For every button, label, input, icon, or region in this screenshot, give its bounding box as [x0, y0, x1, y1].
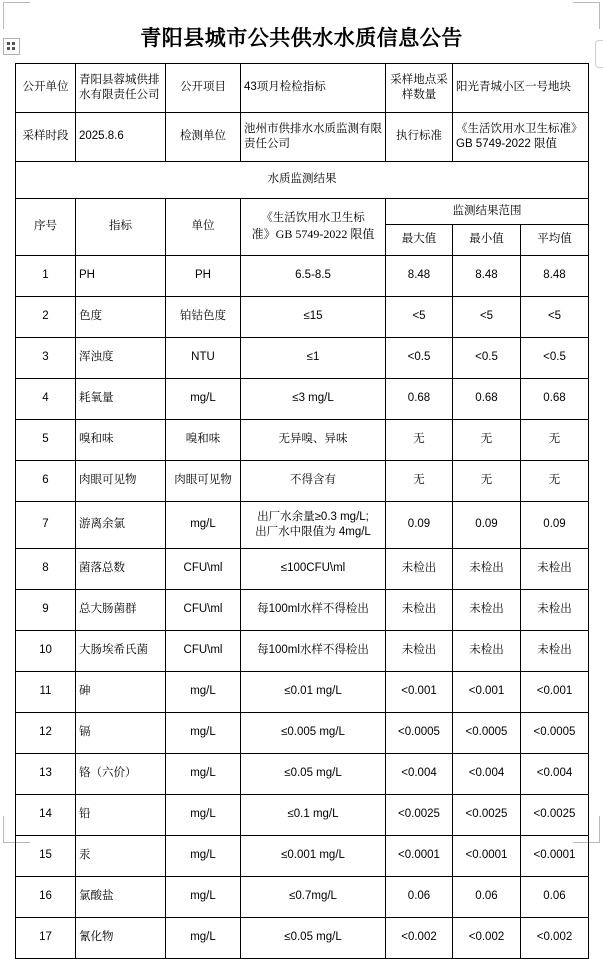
column-header-max: 最大值 — [386, 225, 453, 256]
cell-indicator: 肉眼可见物 — [76, 461, 166, 502]
cell-max: <0.0025 — [386, 795, 453, 836]
cell-max: <0.5 — [386, 338, 453, 379]
cell-index: 6 — [16, 461, 76, 502]
cell-index: 2 — [16, 297, 76, 338]
cell-min: 0.06 — [453, 877, 521, 918]
cell-indicator: 耗氧量 — [76, 379, 166, 420]
cell-indicator: 氯酸盐 — [76, 877, 166, 918]
cell-avg: <0.5 — [521, 338, 589, 379]
cell-index: 8 — [16, 549, 76, 590]
cell-indicator: PH — [76, 256, 166, 297]
info-value-testing-unit: 池州市供排水水质监测有限责任公司 — [241, 113, 386, 162]
table-row — [16, 338, 589, 379]
cell-unit: mg/L — [166, 754, 241, 795]
water-quality-table — [15, 63, 589, 959]
info-label-public-project: 公开项目 — [166, 64, 241, 113]
cell-indicator: 氰化物 — [76, 918, 166, 959]
cell-limit: ≤0.01 mg/L — [241, 672, 386, 713]
cell-limit: ≤100CFU\ml — [241, 549, 386, 590]
cell-avg: 未检出 — [521, 631, 589, 672]
table-row — [16, 754, 589, 795]
column-header-range-group: 监测结果范围 — [386, 199, 589, 225]
water-quality-report-sheet — [15, 63, 588, 959]
cell-avg: <0.0001 — [521, 836, 589, 877]
cell-indicator: 铅 — [76, 795, 166, 836]
cell-min: 无 — [453, 420, 521, 461]
cell-unit: mg/L — [166, 795, 241, 836]
cell-limit: ≤0.001 mg/L — [241, 836, 386, 877]
cell-avg: <0.002 — [521, 918, 589, 959]
cell-index: 10 — [16, 631, 76, 672]
cell-unit: 嗅和味 — [166, 420, 241, 461]
cell-unit: NTU — [166, 338, 241, 379]
cell-min: <0.5 — [453, 338, 521, 379]
cell-limit-line1: 出厂水余量≥0.3 mg/L; — [257, 510, 369, 523]
cell-unit: mg/L — [166, 379, 241, 420]
cell-index: 12 — [16, 713, 76, 754]
info-label-sampling-period: 采样时段 — [16, 113, 76, 162]
cell-max: <0.002 — [386, 918, 453, 959]
cell-index: 1 — [16, 256, 76, 297]
cell-min: <5 — [453, 297, 521, 338]
cell-avg: 无 — [521, 461, 589, 502]
cell-index: 17 — [16, 918, 76, 959]
cell-avg: 无 — [521, 420, 589, 461]
cell-min: <0.002 — [453, 918, 521, 959]
cell-max: 未检出 — [386, 590, 453, 631]
cell-limit-line2: 出厂水中限值为 4mg/L — [255, 526, 371, 538]
cell-min: 0.09 — [453, 502, 521, 549]
cell-avg: <0.001 — [521, 672, 589, 713]
table-header-row-1 — [16, 199, 589, 225]
cell-min: 无 — [453, 461, 521, 502]
cell-avg: 未检出 — [521, 590, 589, 631]
cell-limit: ≤0.7mg/L — [241, 877, 386, 918]
cell-indicator: 汞 — [76, 836, 166, 877]
cell-avg: 0.09 — [521, 502, 589, 549]
table-row — [16, 672, 589, 713]
cell-avg: 8.48 — [521, 256, 589, 297]
cell-indicator: 砷 — [76, 672, 166, 713]
cell-avg: 未检出 — [521, 549, 589, 590]
page-title: 青阳县城市公共供水水质信息公告 — [140, 27, 463, 50]
cell-unit: mg/L — [166, 713, 241, 754]
cell-unit: mg/L — [166, 918, 241, 959]
cell-limit: 每100ml水样不得检出 — [241, 631, 386, 672]
table-row — [16, 379, 589, 420]
cell-min: <0.0025 — [453, 795, 521, 836]
cell-limit: ≤3 mg/L — [241, 379, 386, 420]
cell-index: 13 — [16, 754, 76, 795]
cell-max: <0.001 — [386, 672, 453, 713]
cell-limit — [241, 502, 386, 549]
cell-avg: <0.004 — [521, 754, 589, 795]
cell-limit: 6.5-8.5 — [241, 256, 386, 297]
cell-max: 无 — [386, 420, 453, 461]
cell-avg: 0.06 — [521, 877, 589, 918]
cell-indicator: 大肠埃希氏菌 — [76, 631, 166, 672]
cell-unit: 铂钴色度 — [166, 297, 241, 338]
info-value-public-project: 43项月检检指标 — [241, 64, 386, 113]
cell-index: 5 — [16, 420, 76, 461]
cell-index: 14 — [16, 795, 76, 836]
cell-indicator: 浑浊度 — [76, 338, 166, 379]
cell-unit: mg/L — [166, 502, 241, 549]
cell-index: 15 — [16, 836, 76, 877]
info-value-standard: 《生活饮用水卫生标准》GB 5749-2022 限值 — [453, 113, 589, 162]
cell-limit: 无异嗅、异味 — [241, 420, 386, 461]
table-row — [16, 549, 589, 590]
column-header-limit-line2: 准》GB 5749-2022 限值 — [251, 226, 375, 241]
cell-min: 8.48 — [453, 256, 521, 297]
section-banner-label: 水质监测结果 — [16, 162, 589, 199]
cell-indicator: 总大肠菌群 — [76, 590, 166, 631]
cell-max: 0.09 — [386, 502, 453, 549]
table-row — [16, 502, 589, 549]
info-label-publishing-unit: 公开单位 — [16, 64, 76, 113]
column-header-limit — [241, 199, 386, 256]
cell-avg: <5 — [521, 297, 589, 338]
cell-max: 未检出 — [386, 631, 453, 672]
info-row-1 — [16, 64, 589, 113]
table-row — [16, 256, 589, 297]
cell-indicator: 菌落总数 — [76, 549, 166, 590]
column-header-index: 序号 — [16, 199, 76, 256]
column-header-limit-line1: 《生活饮用水卫生标 — [261, 212, 365, 225]
table-row — [16, 297, 589, 338]
column-header-avg: 平均值 — [521, 225, 589, 256]
cell-max: 未检出 — [386, 549, 453, 590]
cell-index: 16 — [16, 877, 76, 918]
table-row — [16, 631, 589, 672]
cell-unit: CFU\ml — [166, 590, 241, 631]
cell-unit: CFU\ml — [166, 631, 241, 672]
table-row — [16, 590, 589, 631]
cell-min: <0.001 — [453, 672, 521, 713]
cell-limit: 每100ml水样不得检出 — [241, 590, 386, 631]
cell-min: <0.0001 — [453, 836, 521, 877]
cell-min: <0.004 — [453, 754, 521, 795]
cell-max: <0.0001 — [386, 836, 453, 877]
info-value-sampling-period: 2025.8.6 — [76, 113, 166, 162]
table-row — [16, 461, 589, 502]
cell-limit: ≤0.1 mg/L — [241, 795, 386, 836]
info-label-testing-unit: 检测单位 — [166, 113, 241, 162]
info-label-sampling-location: 采样地点采样数量 — [386, 64, 453, 113]
cell-limit: ≤15 — [241, 297, 386, 338]
cell-unit: mg/L — [166, 672, 241, 713]
cell-min: 未检出 — [453, 590, 521, 631]
cell-max: 0.68 — [386, 379, 453, 420]
cell-limit: ≤0.05 mg/L — [241, 918, 386, 959]
cell-index: 7 — [16, 502, 76, 549]
cell-indicator: 嗅和味 — [76, 420, 166, 461]
table-row — [16, 877, 589, 918]
cell-limit: ≤1 — [241, 338, 386, 379]
cell-index: 9 — [16, 590, 76, 631]
cell-indicator: 铬（六价） — [76, 754, 166, 795]
table-row — [16, 795, 589, 836]
cell-limit: ≤0.05 mg/L — [241, 754, 386, 795]
table-row — [16, 836, 589, 877]
cell-indicator: 游离余氯 — [76, 502, 166, 549]
column-header-indicator: 指标 — [76, 199, 166, 256]
table-row — [16, 918, 589, 959]
table-row — [16, 713, 589, 754]
table-row — [16, 420, 589, 461]
cell-index: 11 — [16, 672, 76, 713]
cell-unit: 肉眼可见物 — [166, 461, 241, 502]
cell-index: 4 — [16, 379, 76, 420]
cell-unit: mg/L — [166, 877, 241, 918]
info-value-publishing-unit: 青阳县蓉城供排水有限责任公司 — [76, 64, 166, 113]
info-label-standard: 执行标准 — [386, 113, 453, 162]
cell-min: 未检出 — [453, 549, 521, 590]
cell-limit: 不得含有 — [241, 461, 386, 502]
cell-unit: mg/L — [166, 836, 241, 877]
cell-index: 3 — [16, 338, 76, 379]
cell-max: 8.48 — [386, 256, 453, 297]
cell-indicator: 镉 — [76, 713, 166, 754]
cell-max: <0.004 — [386, 754, 453, 795]
cell-max: 无 — [386, 461, 453, 502]
cell-max: <0.0005 — [386, 713, 453, 754]
cell-indicator: 色度 — [76, 297, 166, 338]
cell-unit: CFU\ml — [166, 549, 241, 590]
section-banner-row — [16, 162, 589, 199]
info-row-2 — [16, 113, 589, 162]
cell-min: 未检出 — [453, 631, 521, 672]
cell-min: <0.0005 — [453, 713, 521, 754]
column-header-unit: 单位 — [166, 199, 241, 256]
cell-min: 0.68 — [453, 379, 521, 420]
cell-limit: ≤0.005 mg/L — [241, 713, 386, 754]
cell-avg: <0.0005 — [521, 713, 589, 754]
cell-max: 0.06 — [386, 877, 453, 918]
column-header-min: 最小值 — [453, 225, 521, 256]
cell-avg: <0.0025 — [521, 795, 589, 836]
cell-max: <5 — [386, 297, 453, 338]
cell-avg: 0.68 — [521, 379, 589, 420]
cell-unit: PH — [166, 256, 241, 297]
info-value-sampling-location: 阳光青城小区一号地块 — [453, 64, 589, 113]
